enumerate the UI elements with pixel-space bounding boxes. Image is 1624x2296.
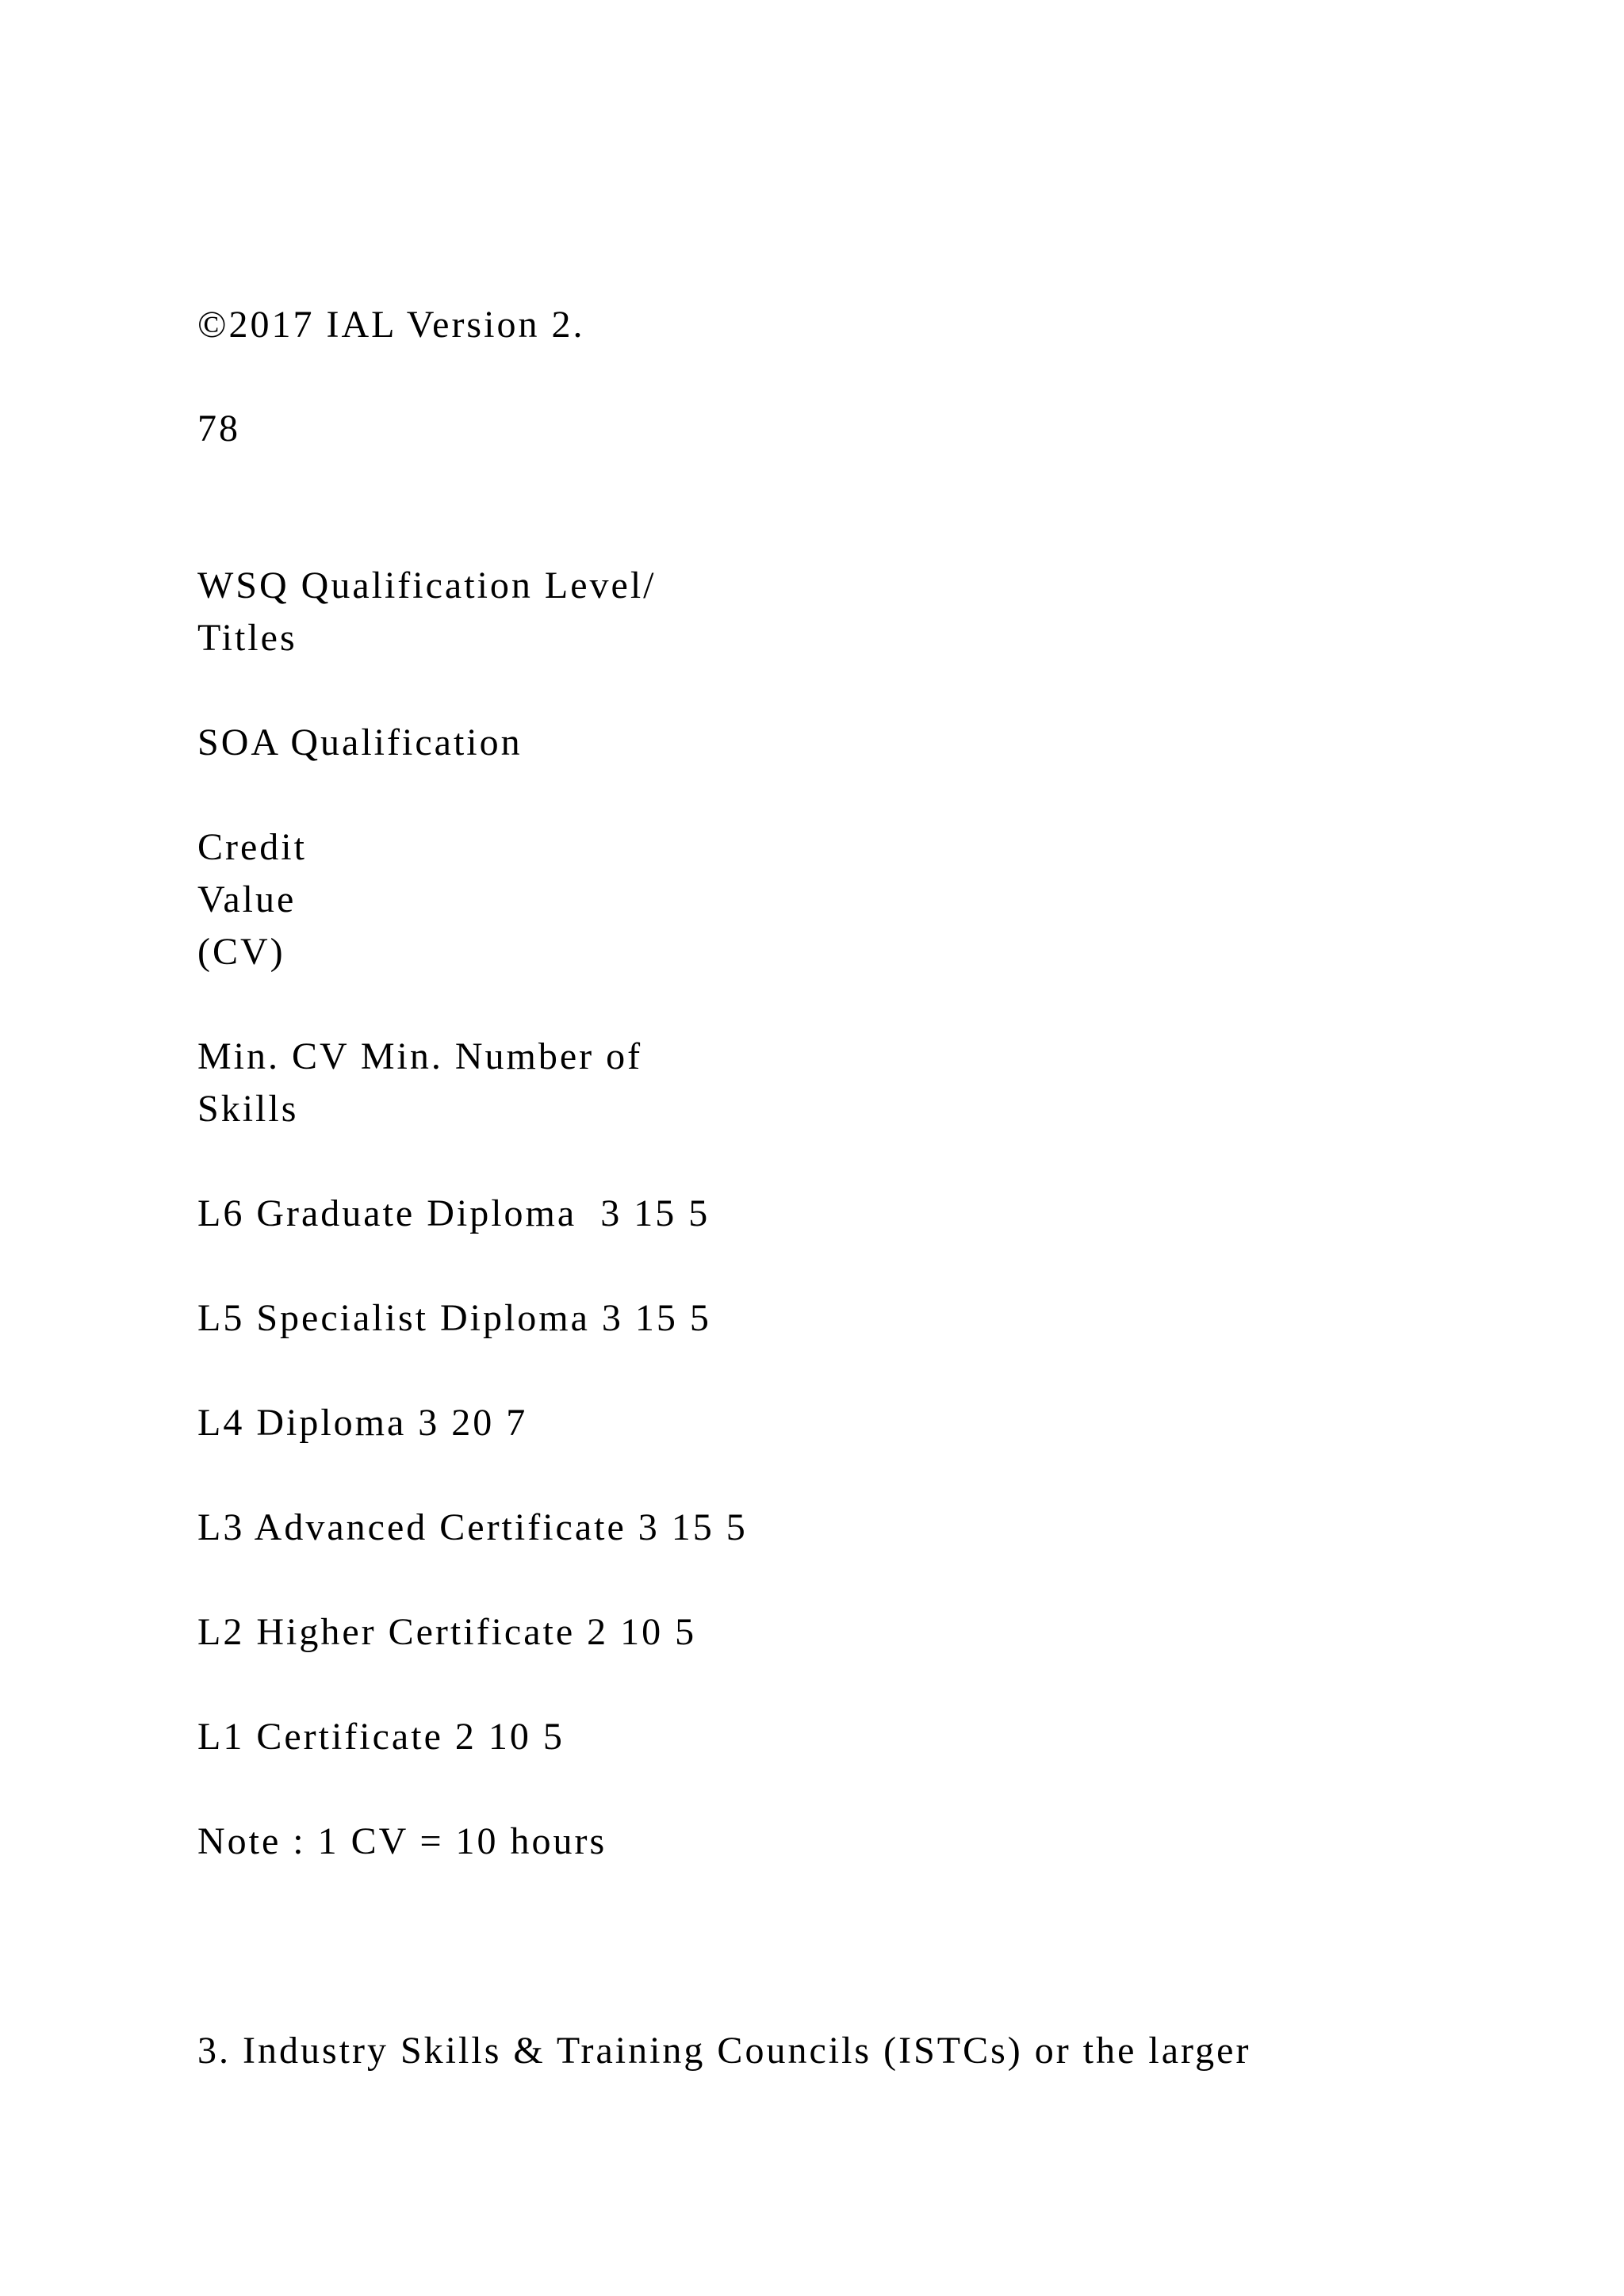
table-header-skills: Skills <box>197 1088 299 1130</box>
section-paragraph-line: 3. Industry Skills & Training Councils (ISTCs) or the larger <box>197 2030 1251 2072</box>
table-header-soa-qualification: SOA Qualification <box>197 721 523 763</box>
page-number: 78 <box>197 408 240 450</box>
copyright-line: ©2017 IAL Version 2. <box>197 304 585 346</box>
table-note: Note : 1 CV = 10 hours <box>197 1820 607 1862</box>
table-row: L1 Certificate 2 10 5 <box>197 1716 565 1758</box>
table-header-credit: Credit <box>197 826 307 868</box>
table-header-min-cv-number: Min. CV Min. Number of <box>197 1035 643 1077</box>
table-row: L4 Diploma 3 20 7 <box>197 1402 528 1444</box>
table-row: L6 Graduate Diploma 3 15 5 <box>197 1192 710 1234</box>
table-header-qualification-titles: Titles <box>197 617 297 659</box>
table-header-cv: (CV) <box>197 931 285 973</box>
table-header-qualification-level: WSQ Qualification Level/ <box>197 564 657 607</box>
table-row: L3 Advanced Certificate 3 15 5 <box>197 1506 748 1548</box>
table-header-value: Value <box>197 878 297 920</box>
table-row: L5 Specialist Diploma 3 15 5 <box>197 1297 711 1339</box>
table-row: L2 Higher Certificate 2 10 5 <box>197 1611 697 1653</box>
